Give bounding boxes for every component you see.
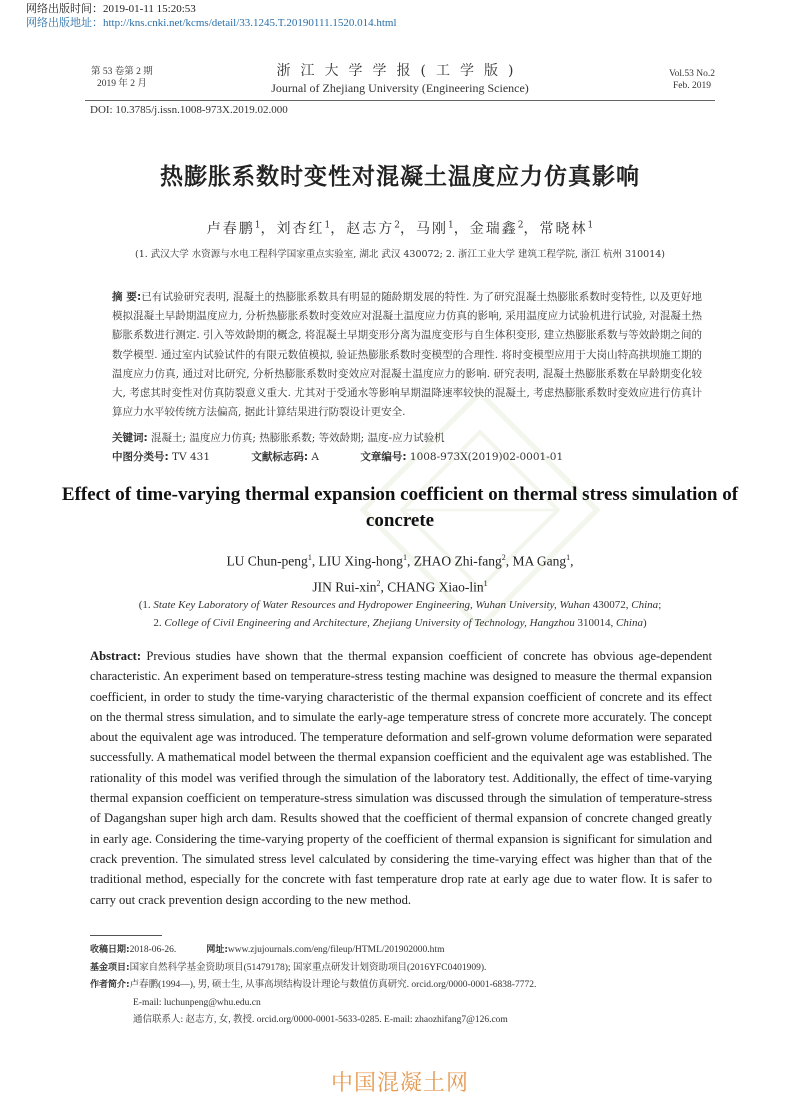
keywords-label: 关键词: bbox=[112, 432, 148, 444]
author-affiliation-mark: 2 bbox=[376, 578, 381, 588]
author-affiliation-mark: 1 bbox=[324, 220, 331, 231]
footnote-fund bbox=[90, 960, 730, 978]
author-name: CHANG Xiao-lin bbox=[387, 579, 484, 594]
clc-value: TV 431 bbox=[172, 451, 211, 463]
author-affiliation-mark: 1 bbox=[307, 553, 312, 562]
clc-label: 中图分类号: bbox=[112, 451, 169, 463]
fund-label: 基金项目: bbox=[90, 962, 130, 973]
journal-name-en: Journal of Zhejiang University (Engineering Science) bbox=[271, 81, 529, 95]
author-name: 赵志方 bbox=[346, 221, 395, 237]
author-name: LU Chun-peng bbox=[226, 553, 308, 569]
article-no-label: 文章编号: bbox=[360, 451, 407, 463]
author-list-en-line2: JIN Rui-xin$^2$, CHANG Xiao-lin$^1$ bbox=[312, 578, 488, 594]
author-list-en-line1: LU Chun-peng$^1$, LIU Xing-hong$^1$, ZHAO Zhi-fang$^2$, MA Gang$^1$, bbox=[226, 553, 574, 569]
journal-header bbox=[85, 62, 715, 101]
bio-label: 作者简介: bbox=[90, 980, 130, 991]
abstract-cn-label: 摘 要: bbox=[112, 291, 142, 303]
affiliation-prefix: (1. bbox=[138, 599, 154, 611]
author-affiliation-mark: 1 bbox=[587, 220, 594, 231]
affiliation-name: State Key Laboratory of Water Resources and Hydropower Engineering, Wuhan University, Wuhan bbox=[153, 599, 591, 611]
keywords-cn bbox=[112, 430, 702, 445]
publish-url-link[interactable]: http://kns.cnki.net/kcms/detail/33.1245.T.20190111.1520.014.html bbox=[103, 17, 397, 29]
article-no-value: 1008-973X(2019)02-0001-01 bbox=[409, 451, 564, 463]
author-name: ZHAO Zhi-fang bbox=[413, 553, 502, 569]
affiliation-country: China bbox=[631, 599, 659, 611]
publish-time-line bbox=[26, 2, 397, 16]
author-affiliation-mark: 2 bbox=[501, 553, 506, 562]
affiliation-en-1 bbox=[0, 596, 800, 614]
author-name: 刘杏红 bbox=[276, 221, 325, 237]
footnote-bio-email[interactable]: E-mail: luchunpeng@whu.edu.cn bbox=[133, 997, 261, 1008]
keywords-text: 混凝土; 温度应力仿真; 热膨胀系数; 等效龄期; 温度-应力试验机 bbox=[151, 432, 445, 444]
author-name: 金瑞鑫 bbox=[469, 221, 518, 237]
affiliation-en-2 bbox=[0, 614, 800, 632]
author-affiliation-mark: 1 bbox=[483, 578, 488, 588]
bio-text: 卢春鹏(1994—), 男, 硕士生, 从事高坝结构设计理论与数值仿真研究. orcid.org/0000-0001-6838-7772. bbox=[129, 980, 537, 991]
author-affiliation-mark: 1 bbox=[402, 553, 407, 562]
footnotes bbox=[90, 942, 730, 1030]
article-url-link[interactable]: www.zjujournals.com/eng/fileup/HTML/201902000.htm bbox=[227, 945, 445, 955]
abstract-en-text: Previous studies have shown that the thermal expansion coefficient of concrete has obvious age-dependent characteristic. An experiment based on temperature-stress testing machine was designed to measure the thermal expansion coefficient, in order to study the time-varying characteristic of the thermal expansion coefficient of concrete and its effect on the thermal stress simulation, and to simulate the early-age temperature stress of concrete more accurately. The concept about the equivalent age was introduced. The temperature deformation and self-grown volume deformation were separated successfully. A mathematical model between the thermal expansion coefficient and the equivalent age was established. The rationality of this model was verified through the simulation of the laboratory test. Additionally, the effect of time-varying thermal expansion coefficient on temperature-stress simulation was discussed through the simulation of temperature-stress of Dagangshan super high arch dam. Results showed that the coefficient of thermal expansion of concrete changed greatly in early age. Considering the time-varying property of the coefficient of thermal expansion is significant for simulation and crack prevention. The simulated stress level calculated by considering the time-varying effect was higher than that of the traditional method, especially for the concrete with fast temperature drop rate at early age due to water flow. It is safer to carry out crack prevention design according to the new method. bbox=[90, 649, 712, 907]
affiliations-en bbox=[0, 596, 800, 632]
paper-title-en: Effect of time-varying thermal expansion coefficient on thermal stress simulation of concrete bbox=[61, 484, 739, 531]
author-affiliation-mark: 1 bbox=[254, 220, 261, 231]
volume-cn: 第 53 卷第 2 期 bbox=[91, 67, 153, 77]
date-en: Feb. 2019 bbox=[672, 81, 711, 91]
journal-name-cn: 浙江大学学报(工学版) bbox=[276, 63, 524, 79]
affiliation-country: China bbox=[616, 617, 643, 629]
abstract-en-label: Abstract: bbox=[90, 649, 142, 663]
author-affiliation-mark: 2 bbox=[394, 220, 400, 231]
online-publication-meta bbox=[26, 2, 397, 30]
footnote-contact: 通信联系人: 赵志方, 女, 教授. orcid.org/0000-0001-5633-0285. E-mail: zhaozhifang7@126.com bbox=[133, 1015, 508, 1026]
footnote-divider bbox=[90, 935, 162, 936]
paper-title-cn: 热膨胀系数时变性对混凝土温度应力仿真影响 bbox=[160, 164, 640, 190]
volume-en: Vol.53 No.2 bbox=[668, 69, 715, 79]
date-cn: 2019 年 2 月 bbox=[96, 79, 147, 89]
author-name: LIU Xing-hong bbox=[318, 553, 403, 569]
author-affiliation-mark: 2 bbox=[517, 220, 524, 231]
affiliations-cn: (1. 武汉大学 水资源与水电工程科学国家重点实验室, 湖北 武汉 430072; 2. 浙江工业大学 建筑工程学院, 浙江 杭州 310014) bbox=[134, 249, 666, 260]
abstract-en bbox=[90, 646, 712, 910]
author-name: MA Gang bbox=[512, 553, 567, 569]
publish-time-label: 网络出版时间： bbox=[26, 3, 103, 15]
author-list-en bbox=[0, 547, 800, 598]
classification-line bbox=[112, 449, 702, 464]
affiliation-end: ) bbox=[642, 617, 647, 629]
publish-url-line bbox=[26, 16, 397, 30]
affiliation-postcode: 430072, bbox=[590, 599, 632, 611]
author-affiliation-mark: 1 bbox=[448, 220, 454, 231]
affiliation-prefix: 2. bbox=[153, 617, 165, 629]
doi: DOI: 10.3785/j.issn.1008-973X.2019.02.000 bbox=[90, 104, 288, 116]
site-brand-watermark: 中国混凝土网 bbox=[330, 1071, 469, 1096]
doc-code-label: 文献标志码: bbox=[251, 451, 309, 463]
author-name: JIN Rui-xin bbox=[312, 579, 377, 594]
publish-url-label: 网络出版地址： bbox=[26, 17, 103, 29]
fund-text: 国家自然科学基金资助项目(51479178); 国家重点研发计划资助项目(2016YFC0401909). bbox=[129, 962, 487, 973]
affiliation-postcode: 310014, bbox=[574, 617, 617, 629]
author-list-cn: 卢春鹏$^1$，刘杏红$^1$，赵志方$^2$，马刚$^1$，金瑞鑫$^2$，常晓林$^1$ bbox=[206, 220, 594, 237]
header-center bbox=[85, 62, 715, 96]
url-label: 网址: bbox=[206, 945, 228, 955]
doc-code-value: A bbox=[311, 451, 319, 463]
affiliation-name: College of Civil Engineering and Architecture, Zhejiang University of Technology, Hangzhou bbox=[164, 617, 575, 629]
publish-time: 2019-01-11 15:20:53 bbox=[103, 3, 196, 15]
footnote-received bbox=[90, 942, 730, 960]
author-name: 卢春鹏 bbox=[206, 221, 255, 237]
received-date: 2018-06-26. bbox=[129, 945, 177, 955]
author-affiliation-mark: 1 bbox=[566, 553, 571, 562]
author-name: 常晓林 bbox=[539, 221, 588, 237]
header-right bbox=[669, 68, 715, 92]
received-label: 收稿日期: bbox=[90, 945, 130, 955]
footnote-bio bbox=[90, 977, 730, 995]
abstract-cn bbox=[112, 288, 702, 422]
abstract-cn-text: 已有试验研究表明, 混凝土的热膨胀系数具有明显的随龄期发展的特性. 为了研究混凝土热膨胀系数时变特性, 以及更好地模拟混凝土早龄期温度应力, 分析热膨胀系数时变效应对混凝土温度应力仿真的影响, 采用温度应力试验机进行试验, 对混凝土热膨胀系数进行测定. 引入等效龄期的概念, 将混凝土早期变形分离为温度变形与自生体积变形, 建立热膨胀系数与等效龄期之间的数学模型. 通过室内试验试件的有限元数值模拟, 验证热膨胀系数时变模型的合理性. 将时变模型应用于大岗山特高拱坝施工期的温度应力仿真, 通过对比研究, 分析热膨胀系数时变效应对混凝土温度应力的影响. 研究表明, 混凝土热膨胀系数在早龄期变化较大, 考虑其时变性对仿真防裂意义重大. 尤其对于受通水等影响早期温降速率较快的混凝土, 考虑热膨胀系数时变效应进行仿真计算应力水平较传统方法偏高, 据此计算结果进行防裂设计更安全. bbox=[112, 291, 702, 419]
author-name: 马刚 bbox=[416, 221, 448, 237]
affiliation-end: ; bbox=[658, 599, 662, 611]
